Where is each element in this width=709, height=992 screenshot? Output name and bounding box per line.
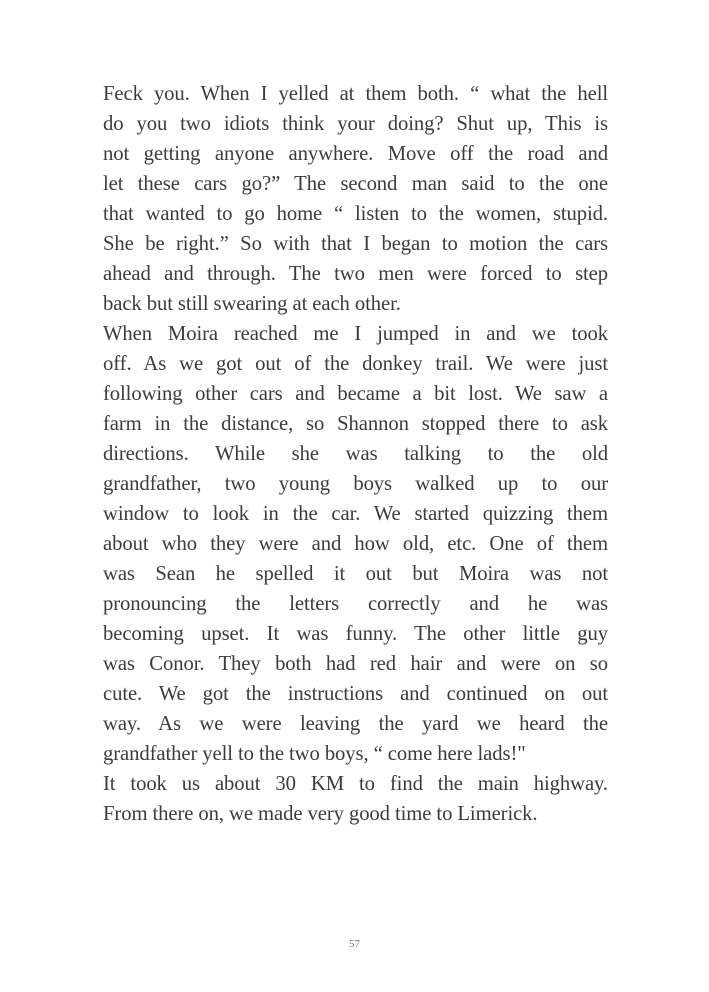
text-line: off. As we got out of the donkey trail. We were just [103,353,608,375]
text-line: becoming upset. It was funny. The other little guy [103,623,608,645]
text-line: window to look in the car. We started quizzing them [103,503,608,525]
text-line: grandfather yell to the two boys, “ come here lads!" [103,743,526,765]
page-number: 57 [349,938,360,950]
text-line: do you two idiots think your doing? Shut up, This is [103,113,608,135]
text-line: way. As we were leaving the yard we heard the [103,713,608,735]
text-line: grandfather, two young boys walked up to our [103,473,608,495]
text-line: ahead and through. The two men were forced to step [103,263,608,285]
paragraph-3 [103,769,608,829]
text-line: following other cars and became a bit lost. We saw a [103,383,608,405]
text-line: pronouncing the letters correctly and he was [103,593,608,615]
text-line: It took us about 30 KM to find the main highway. [103,773,608,795]
text-line: cute. We got the instructions and continued on out [103,683,608,705]
text-line: not getting anyone anywhere. Move off the road and [103,143,608,165]
text-line: directions. While she was talking to the old [103,443,608,465]
text-line: From there on, we made very good time to Limerick. [103,803,538,825]
paragraph-2 [103,319,608,769]
text-line: She be right.” So with that I began to motion the cars [103,233,608,255]
text-line: about who they were and how old, etc. One of them [103,533,608,555]
text-line: farm in the distance, so Shannon stopped there to ask [103,413,608,435]
text-line: back but still swearing at each other. [103,293,401,315]
paragraph-1 [103,79,608,319]
text-line: Feck you. When I yelled at them both. “ what the hell [103,83,608,105]
text-line: that wanted to go home “ listen to the women, stupid. [103,203,608,225]
text-line: was Sean he spelled it out but Moira was not [103,563,608,585]
text-line: was Conor. They both had red hair and were on so [103,653,608,675]
page-text-block [103,79,608,829]
text-line: let these cars go?” The second man said to the one [103,173,608,195]
text-line: When Moira reached me I jumped in and we took [103,323,608,345]
